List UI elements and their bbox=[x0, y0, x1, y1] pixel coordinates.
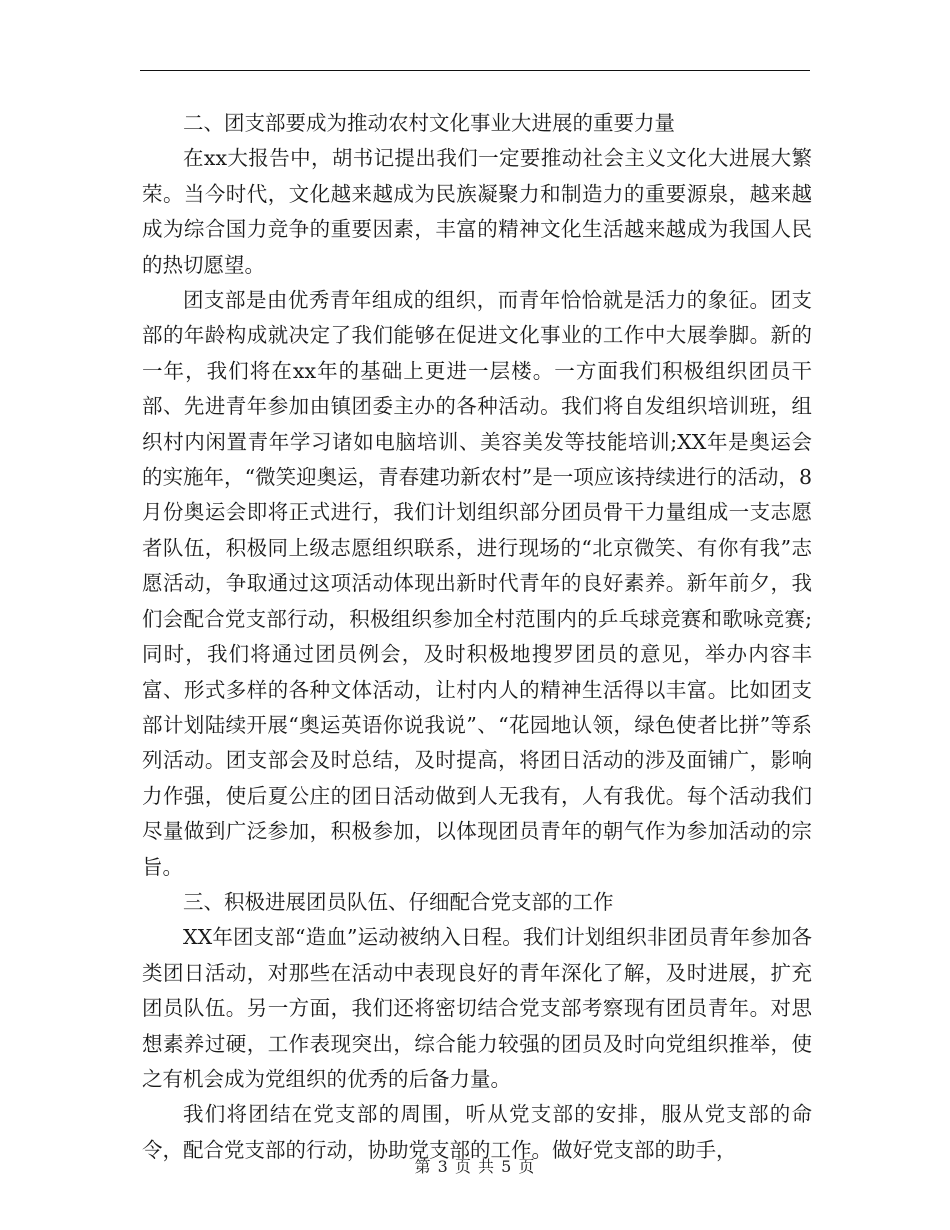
section-heading-3: 三、积极进展团员队伍、仔细配合党支部的工作 bbox=[183, 889, 614, 914]
header-rule bbox=[140, 70, 810, 71]
paragraph-4: 我们将团结在党支部的周围，听从党支部的安排，服从党支部的命令，配合党支部的行动，协助党支部的工作。做好党支部的助手， bbox=[142, 1102, 812, 1162]
paragraph-1: 在xx大报告中，胡书记提出我们一定要推动社会主义文化大进展大繁荣。当今时代，文化越来越成为民族凝聚力和制造力的重要源泉，越来越成为综合国力竞争的重要因素，丰富的精神文化生活越来越成为我国人民的热切愿望。 bbox=[142, 146, 812, 277]
document-body bbox=[142, 106, 812, 1168]
section-heading-2: 二、团支部要成为推动农村文化事业大进展的重要力量 bbox=[183, 111, 675, 135]
page-number-footer: 第 3 页 共 5 页 bbox=[414, 1157, 536, 1176]
paragraph-2: 团支部是由优秀青年组成的组织，而青年恰恰就是活力的象征。团支部的年龄构成就决定了我们能够在促进文化事业的工作中大展拳脚。新的一年，我们将在xx年的基础上更进一层楼。一方面我们积极组织团员干部、先进青年参加由镇团委主办的各种活动。我们将自发组织培训班，组织村内闲置青年学习诸如电脑培训、美容美发等技能培训;XX年是奥运会的实施年，“微笑迎奥运，青春建功新农村”是一项应该持续进行的活动，8月份奥运会即将正式进行，我们计划组织部分团员骨干力量组成一支志愿者队伍，积极同上级志愿组织联系，进行现场的“北京微笑、有你有我”志愿活动，争取通过这项活动体现出新时代青年的良好素养。新年前夕，我们会配合党支部行动，积极组织参加全村范围内的乒乓球竞赛和歌咏竞赛;同时，我们将通过团员例会，及时积极地搜罗团员的意见，举办内容丰富、形式多样的各种文体活动，让村内人的精神生活得以丰富。比如团支部计划陆续开展“奥运英语你说我说”、“花园地认领，绿色使者比拼”等系列活动。团支部会及时总结，及时提高，将团日活动的涉及面铺广，影响力作强，使后夏公庄的团日活动做到人无我有，人有我优。每个活动我们尽量做到广泛参加，积极参加，以体现团员青年的朝气作为参加活动的宗旨。 bbox=[142, 288, 812, 879]
paragraph-3: XX年团支部“造血”运动被纳入日程。我们计划组织非团员青年参加各类团日活动，对那些在活动中表现良好的青年深化了解，及时进展，扩充团员队伍。另一方面，我们还将密切结合党支部考察现有团员青年。对思想素养过硬，工作表现突出，综合能力较强的团员及时向党组织推举，使之有机会成为党组织的优秀的后备力量。 bbox=[142, 925, 812, 1091]
